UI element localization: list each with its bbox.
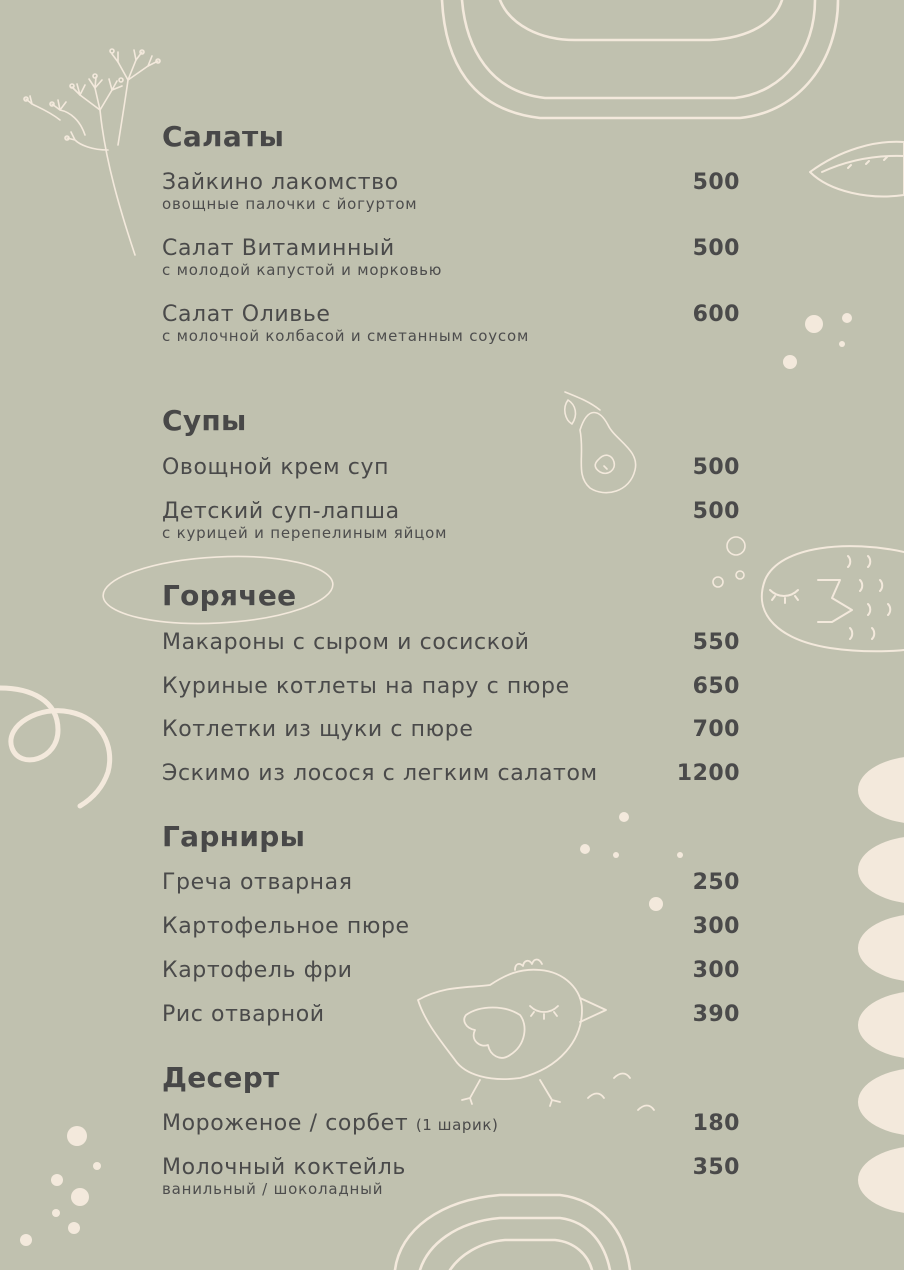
menu-item (162, 302, 742, 344)
item-note: овощные палочки с йогуртом (162, 195, 418, 213)
item-price: 300 (692, 914, 740, 939)
item-price: 180 (692, 1111, 740, 1136)
item-price: 300 (692, 958, 740, 983)
item-name: Молочный коктейль (162, 1155, 406, 1180)
menu-item (162, 236, 742, 278)
item-name: Рис отварной (162, 1002, 325, 1027)
item-note: ванильный / шоколадный (162, 1180, 384, 1198)
item-note: с молодой капустой и морковью (162, 261, 443, 279)
item-price: 390 (692, 1002, 740, 1027)
menu-item (162, 630, 742, 656)
item-price: 700 (692, 717, 740, 742)
item-price: 1200 (676, 761, 740, 786)
menu-item (162, 717, 742, 743)
menu-item (162, 1111, 742, 1138)
bottom-arc-icon (395, 1195, 630, 1270)
rainbow-arc-icon (442, 0, 838, 118)
item-price: 500 (692, 236, 740, 261)
item-portion: (1 шарик) (415, 1116, 499, 1134)
item-name: Греча отварная (162, 870, 353, 895)
item-name: Картофель фри (162, 958, 353, 983)
menu-item (162, 1002, 742, 1028)
item-name: Зайкино лакомство (162, 170, 399, 195)
item-price: 250 (692, 870, 740, 895)
item-name-row (162, 1111, 742, 1138)
section-title-dessert: Десерт (162, 1061, 280, 1094)
item-name: Детский суп-лапша (162, 499, 400, 524)
item-name: Макароны с сыром и сосиской (162, 630, 530, 655)
item-name: Котлетки из щуки с пюре (162, 717, 474, 742)
section-title-hot: Горячее (162, 579, 297, 612)
item-price: 500 (692, 170, 740, 195)
menu-item (162, 674, 742, 700)
item-price: 500 (692, 455, 740, 480)
dill-sprig-icon (24, 49, 160, 255)
melon-slice-icon (810, 142, 904, 197)
menu-item (162, 1155, 742, 1197)
item-price: 600 (692, 302, 740, 327)
item-price: 550 (692, 630, 740, 655)
menu-item (162, 958, 742, 984)
item-name: Эскимо из лосося с легким салатом (162, 761, 598, 786)
item-price: 350 (692, 1155, 740, 1180)
fish-icon (762, 546, 904, 651)
menu-item (162, 914, 742, 940)
swirl-icon (0, 688, 110, 806)
item-note: с курицей и перепелиным яйцом (162, 524, 448, 542)
item-name: Овощной крем суп (162, 455, 390, 480)
pebbles-icon (858, 756, 904, 1214)
item-price: 650 (692, 674, 740, 699)
menu-item (162, 870, 742, 896)
section-title-soups: Супы (162, 404, 247, 437)
section-title-sides: Гарниры (162, 820, 306, 853)
item-note: с молочной колбасой и сметанным соусом (162, 327, 530, 345)
section-title-salads: Салаты (162, 120, 285, 153)
menu-item (162, 499, 742, 541)
item-price: 500 (692, 499, 740, 524)
menu-item (162, 761, 742, 787)
item-name: Куриные котлеты на пару с пюре (162, 674, 570, 699)
item-name: Салат Витаминный (162, 236, 395, 261)
item-name: Салат Оливье (162, 302, 331, 327)
item-name: Картофельное пюре (162, 914, 410, 939)
item-name: Мороженое / сорбет (162, 1111, 409, 1136)
menu-item (162, 455, 742, 481)
menu-item (162, 170, 742, 212)
